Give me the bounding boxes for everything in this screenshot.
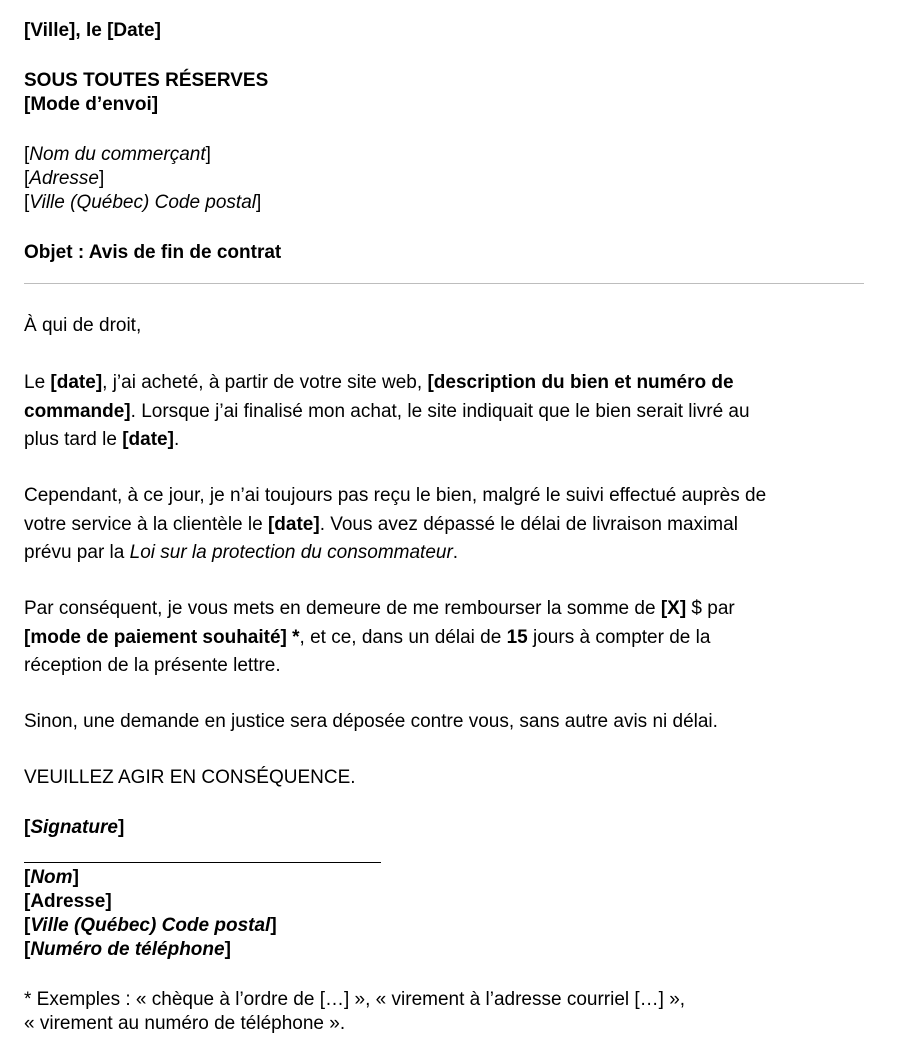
recipient-city: Ville (Québec) Code postal — [29, 192, 257, 213]
bracket: [ — [24, 939, 31, 960]
bracket: [ — [24, 817, 31, 838]
placeholder-description: [description du bien et numéro de — [427, 372, 734, 393]
footnote-line: * Exemples : « chèque à l’ordre de […] », « virement à l’adresse courriel […] », — [24, 989, 686, 1010]
paragraph-line — [24, 624, 874, 653]
divider — [24, 283, 864, 284]
text: plus tard le — [24, 429, 123, 450]
bracket: ] — [205, 144, 211, 165]
text: . — [173, 429, 180, 450]
placeholder-description: commande] — [24, 400, 131, 422]
paragraph-line: réception de la présente lettre. — [24, 655, 281, 676]
placeholder-date: [date] — [267, 513, 320, 535]
bracket: [ — [24, 168, 30, 189]
paragraph-line — [24, 511, 874, 540]
sender-city-line — [24, 914, 277, 938]
placeholder-date: [date] — [122, 429, 174, 450]
bracket: ] — [224, 939, 231, 960]
bracket: ] — [72, 867, 79, 888]
subject-line: Objet : Avis de fin de contrat — [24, 242, 282, 263]
text: $ par — [686, 598, 735, 619]
text: , et ce, dans un délai de — [299, 626, 507, 648]
paragraph-line — [24, 398, 874, 427]
recipient-block — [24, 143, 261, 215]
bracket: ] — [270, 915, 277, 936]
sender-phone-line — [24, 938, 277, 962]
text: . Vous avez dépassé le délai de livraison maximal — [319, 513, 738, 535]
text: jours à compter de la — [527, 626, 711, 648]
salutation: À qui de droit, — [24, 315, 142, 336]
text: votre service à la clientèle le — [24, 513, 268, 535]
deadline-days: 15 — [506, 626, 528, 648]
signature-placeholder — [24, 816, 124, 840]
text: Par conséquent, je vous mets en demeure de me rembourser la somme de — [24, 598, 661, 619]
placeholder-amount: [X] — [660, 598, 687, 619]
recipient-name-line — [24, 143, 261, 167]
recipient-city-line — [24, 191, 261, 215]
sender-block — [24, 866, 277, 962]
paragraph-line — [24, 369, 874, 398]
paragraph-line — [24, 539, 874, 568]
sender-city: Ville (Québec) Code postal — [30, 915, 271, 936]
closing-line: VEUILLEZ AGIR EN CONSÉQUENCE. — [24, 767, 356, 788]
recipient-name: Nom du commerçant — [29, 144, 206, 165]
signature-label: Signature — [30, 817, 118, 838]
text: . Lorsque j’ai finalisé mon achat, le site indiquait que le bien serait livré au — [130, 400, 750, 422]
signature-line — [24, 862, 381, 863]
recipient-address-line — [24, 167, 261, 191]
paragraph-demand — [24, 595, 874, 681]
paragraph-line — [24, 426, 874, 455]
reserve-notice: SOUS TOUTES RÉSERVES — [24, 70, 269, 91]
sender-name: Nom — [30, 867, 73, 888]
sender-phone: Numéro de téléphone — [30, 939, 225, 960]
bracket: [ — [24, 144, 30, 165]
sender-address-line: [Adresse] — [24, 891, 112, 912]
text: , j’ai acheté, à partir de votre site web, — [102, 372, 428, 393]
bracket: ] — [98, 168, 105, 189]
text: Le — [24, 372, 51, 393]
law-title: Loi sur la protection du consommateur — [129, 542, 453, 563]
footnote-line: « virement au numéro de téléphone ». — [24, 1013, 346, 1034]
text: prévu par la — [24, 542, 130, 563]
bracket: [ — [24, 867, 31, 888]
sending-mode: [Mode d’envoi] — [24, 94, 159, 115]
bracket: ] — [117, 817, 125, 838]
paragraph-warning: Sinon, une demande en justice sera déposée contre vous, sans autre avis ni délai. — [24, 711, 718, 732]
footnote — [24, 988, 685, 1036]
sender-name-line — [24, 866, 277, 890]
bracket: ] — [256, 192, 262, 213]
recipient-address: Adresse — [29, 168, 99, 189]
placeholder-date: [date] — [50, 372, 103, 393]
placeholder-payment-mode: [mode de paiement souhaité] * — [24, 626, 300, 648]
paragraph-delay — [24, 482, 874, 568]
paragraph-line: Cependant, à ce jour, je n’ai toujours pas reçu le bien, malgré le suivi effectué auprès de — [24, 485, 767, 506]
bracket: [ — [24, 915, 31, 936]
text: . — [452, 542, 459, 563]
paragraph-line — [24, 595, 874, 624]
place-date: [Ville], le [Date] — [24, 20, 161, 41]
bracket: [ — [24, 192, 30, 213]
paragraph-purchase — [24, 369, 874, 455]
